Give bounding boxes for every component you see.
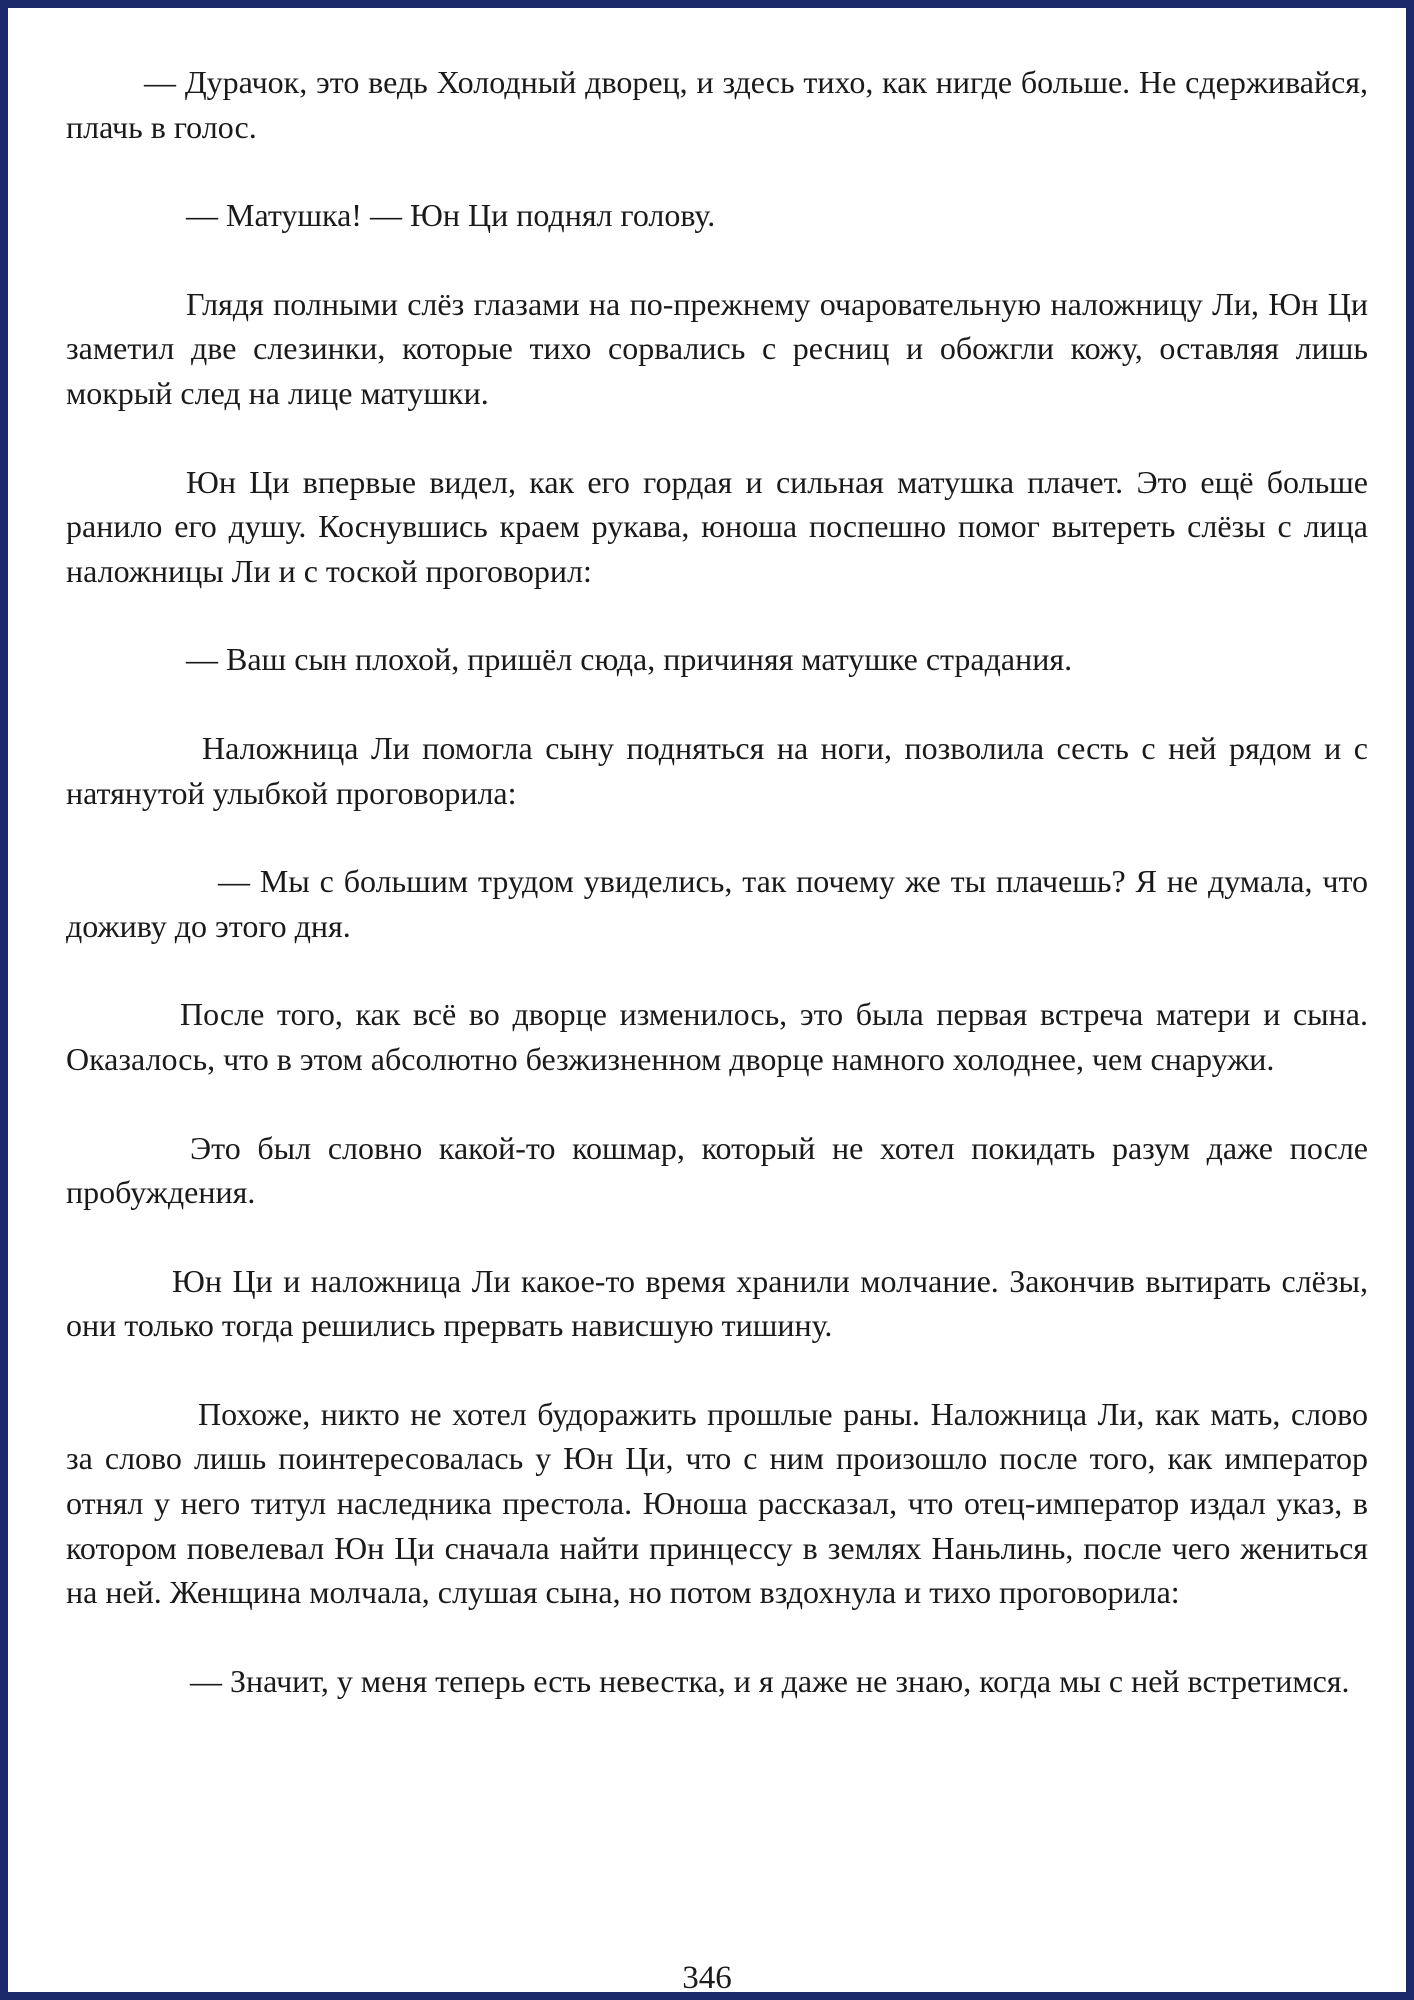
paragraph-4: Юн Ци впервые видел, как его гордая и сильная матушка плачет. Это ещё больше ранило его душу. Коснувшись краем рукава, юноша поспешно помог вытереть слёзы с лица наложницы Ли и с тоской проговорил: (66, 463, 1368, 589)
paragraph-10: Юн Ци и наложница Ли какое-то время хранили молчание. Закончив вытирать слёзы, они только тогда решились прервать нависшую тишину. (66, 1262, 1368, 1344)
paragraph-6: Наложница Ли помогла сыну подняться на ноги, позволила сесть с ней рядом и с натянутой улыбкой проговорила: (66, 729, 1368, 811)
paragraph-7: — Мы с большим трудом увиделись, так почему же ты плачешь? Я не думала, что доживу до этого дня. (66, 863, 1368, 944)
paragraph-3: Глядя полными слёз глазами на по-прежнему очаровательную наложницу Ли, Юн Ци заметил две слезинки, которые тихо сорвались с ресниц и обожгли кожу, оставляя лишь мокрый след на лице матушки. (66, 285, 1368, 411)
paragraph-9: Это был словно какой-то кошмар, который не хотел покидать разум даже после пробуждения. (66, 1129, 1368, 1211)
paragraph-12: — Значит, у меня теперь есть невестка, и я даже не знаю, когда мы с ней встретимся. (190, 1662, 1350, 1699)
paragraph-2: — Матушка! — Юн Ци поднял голову. (186, 197, 716, 234)
paragraph-5: — Ваш сын плохой, пришёл сюда, причиняя матушке страдания. (186, 641, 1073, 678)
page-number: 346 (682, 1960, 732, 1996)
paragraph-1: — Дурачок, это ведь Холодный дворец, и здесь тихо, как нигде больше. Не сдерживайся, плачь в голос. (66, 64, 1368, 145)
paragraph-11: Похоже, никто не хотел будоражить прошлые раны. Наложница Ли, как мать, слово за слово лишь поинтересовалась у Юн Ци, что с ним произошло после того, как император отнял у него титул наследника престола. Юноша рассказал, что отец-император издал указ, в котором повелевал Юн Ци сначала найти принцессу в землях Наньлинь, после чего жениться на ней. Женщина молчала, слушая сына, но потом вздохнула и тихо проговорила: (66, 1395, 1368, 1611)
paragraph-8: После того, как всё во дворце изменилось, это была первая встреча матери и сына. Оказалось, что в этом абсолютно безжизненном дворце намного холоднее, чем снаружи. (66, 996, 1368, 1077)
page-body (66, 60, 1368, 1747)
